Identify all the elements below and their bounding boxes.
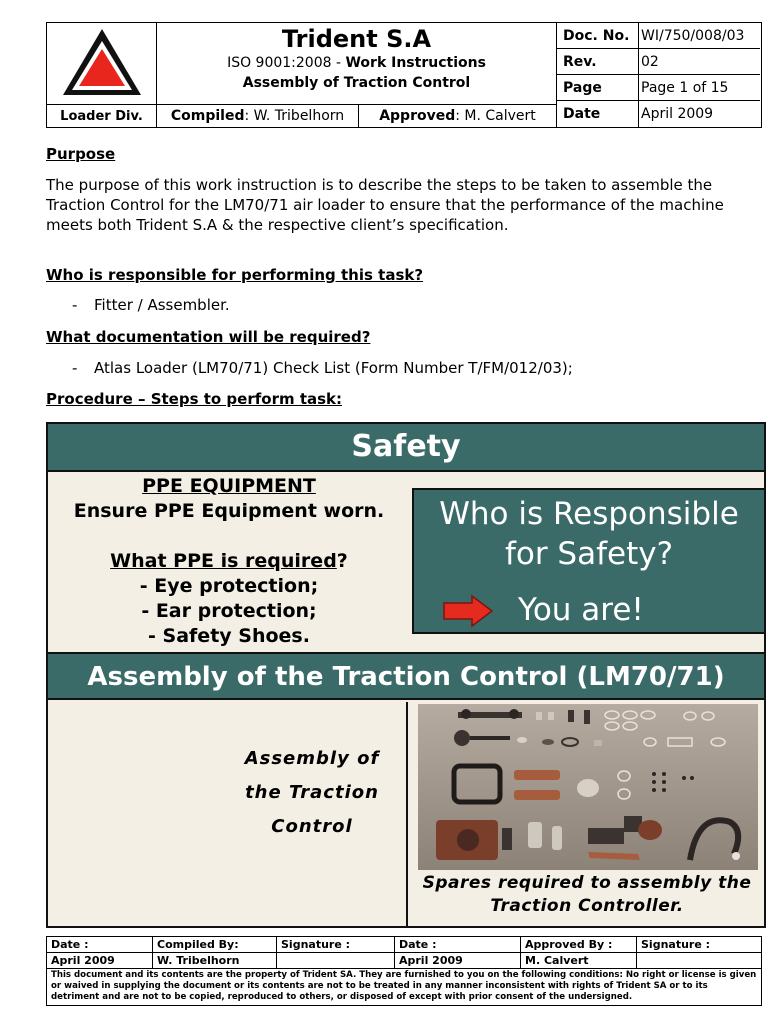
responsibility-question: Who is Responsible for Safety?: [439, 496, 739, 572]
approved-label: Approved: [379, 108, 456, 124]
doc-no-label: Doc. No.: [557, 23, 639, 49]
footer-header-signature: Signature :: [277, 937, 395, 953]
footer-value-compiled: W. Tribelhorn: [153, 953, 277, 969]
assembly-caption-line: Control: [271, 816, 353, 837]
arrow-right-icon: [442, 594, 494, 628]
doc-title: Assembly of Traction Control: [242, 75, 471, 91]
assembly-caption-line: the Traction: [245, 782, 379, 803]
doc-type: Work Instructions: [345, 55, 486, 71]
responsible-item: [72, 296, 230, 314]
division-label: Loader Div.: [47, 104, 157, 127]
purpose-text: The purpose of this work instruction is to describe the steps to be taken to assemble the Traction Control for the LM70/71 air loader to ensure that the performance of the machine meets both Trident S.A & the respective client’s specification.: [46, 176, 724, 234]
footer-header-compiled: Compiled By:: [153, 937, 277, 953]
logo-cell: [47, 23, 157, 104]
ppe-question: What PPE is required: [110, 550, 337, 572]
bullet-dash: -: [72, 359, 78, 377]
ppe-question-line: [48, 549, 410, 574]
footer-value-signature: [277, 953, 395, 969]
purpose-heading: Purpose: [46, 145, 116, 163]
standard-prefix: ISO 9001:2008 -: [227, 55, 346, 71]
date-value: April 2009: [641, 106, 714, 122]
footer-header-date: Date :: [395, 937, 521, 953]
responsible-item-text: Fitter / Assembler.: [94, 296, 230, 314]
procedure-box: [46, 422, 766, 928]
spares-photo: [418, 704, 758, 870]
assembly-caption-line: Assembly of: [244, 748, 380, 769]
trident-logo-icon: [47, 23, 157, 104]
responsible-heading: Who is responsible for performing this task?: [46, 266, 424, 284]
ppe-item: - Eye protection;: [139, 575, 319, 597]
procedure-heading: Procedure – Steps to perform task:: [46, 390, 343, 408]
ppe-instruction: Ensure PPE Equipment worn.: [73, 500, 385, 522]
compiled-value: : W. Tribelhorn: [244, 108, 345, 124]
documentation-item-text: Atlas Loader (LM70/71) Check List (Form Number T/FM/012/03);: [94, 359, 573, 377]
footer-value-signature: [637, 953, 761, 969]
spares-photo-illustration: [418, 704, 758, 870]
rev-value: 02: [639, 49, 760, 75]
assembly-band: Assembly of the Traction Control (LM70/71): [48, 652, 764, 700]
approved-by: [359, 104, 557, 127]
approved-value: : M. Calvert: [455, 108, 536, 124]
assembly-caption: [232, 742, 392, 844]
footer-header-signature: Signature :: [637, 937, 761, 953]
documentation-item: [72, 359, 573, 377]
page-label: Page: [557, 75, 639, 101]
footer-value-date: April 2009: [395, 953, 521, 969]
date-label: Date: [557, 101, 639, 127]
footer-header-date: Date :: [47, 937, 153, 953]
responsibility-answer: You are!: [518, 592, 644, 628]
footer-value-approved: M. Calvert: [521, 953, 637, 969]
ppe-panel: [48, 472, 410, 652]
safety-band: Safety: [48, 424, 764, 472]
responsibility-panel: [412, 488, 766, 634]
ppe-item: - Safety Shoes.: [148, 625, 310, 647]
ppe-title: PPE EQUIPMENT: [142, 475, 316, 497]
footer-value-date: April 2009: [47, 953, 153, 969]
title-block: [157, 23, 557, 104]
ppe-item: - Ear protection;: [141, 600, 317, 622]
photo-caption: Spares required to assembly the Traction Controller.: [422, 873, 752, 916]
compiled-label: Compiled: [170, 108, 245, 124]
company-name: Trident S.A: [281, 25, 432, 53]
compiled-by: [157, 104, 359, 127]
page-value: Page 1 of 15: [639, 75, 760, 101]
footer-notice: This document and its contents are the property of Trident SA. They are furnished to you on the following conditions: No right or license is given or waived in supplying the document or its contents are not to be treated in any manner inconsistent with rights of Trident SA or to its detriment and are not to be copied, reproduced to others, or disposed of except with prior consent of the undersigned.: [51, 970, 757, 1002]
footer-header-approved: Approved By :: [521, 937, 637, 953]
document-header: [46, 22, 762, 128]
doc-no-value: WI/750/008/03: [639, 23, 760, 49]
documentation-heading: What documentation will be required?: [46, 328, 371, 346]
bullet-dash: -: [72, 296, 78, 314]
ppe-question-mark: ?: [336, 550, 348, 572]
rev-label: Rev.: [557, 49, 639, 75]
standard-line: [157, 53, 556, 73]
assembly-caption-panel: [48, 702, 408, 926]
document-footer: [46, 936, 762, 1006]
